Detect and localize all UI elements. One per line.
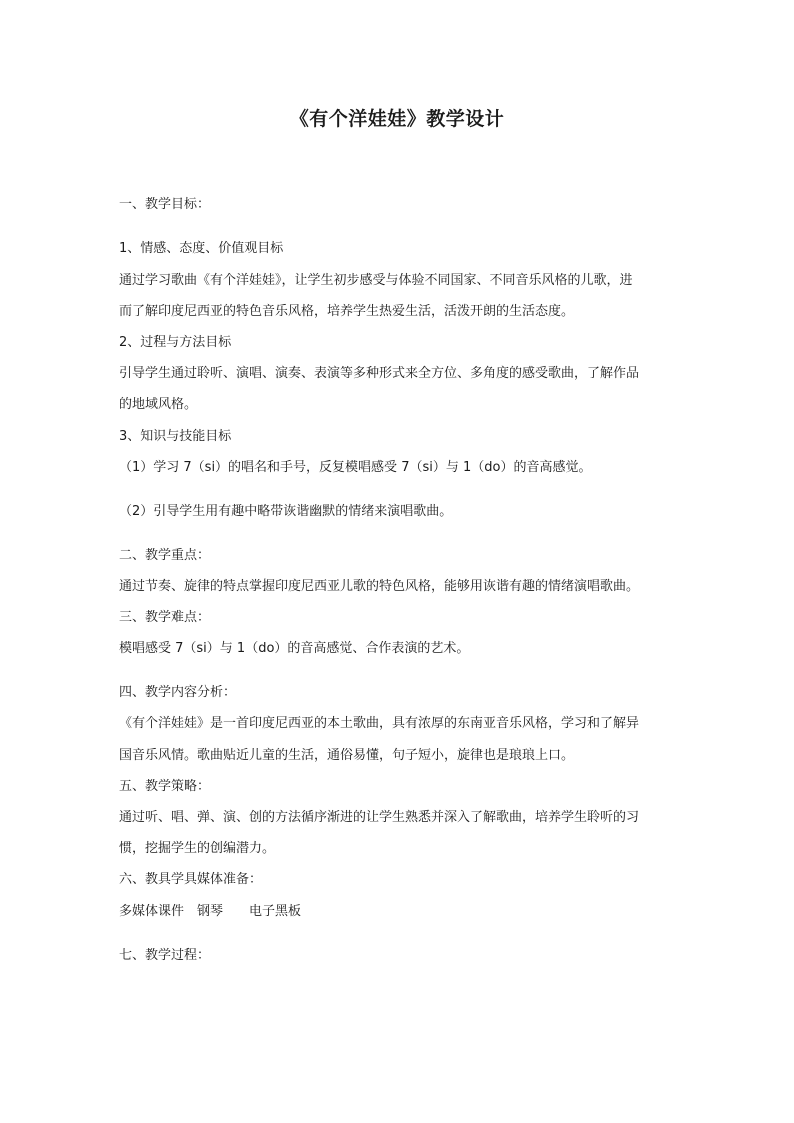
section-5-line-1: 通过听、唱、弹、演、创的方法循序渐进的让学生熟悉并深入了解歌曲，培养学生聆听的习 [119, 810, 640, 825]
section-4-line-2: 国音乐风情。歌曲贴近儿童的生活，通俗易懂，句子短小，旋律也是琅琅上口。 [119, 748, 575, 763]
section-6-heading: 六、教具学具媒体准备： [119, 872, 263, 887]
section-5-line-2: 惯，挖掘学生的创编潜力。 [119, 841, 276, 856]
section-4-line-1: 《有个洋娃娃》是一首印度尼西亚的本土歌曲，具有浓厚的东南亚音乐风格，学习和了解异 [119, 716, 640, 731]
section-1-1-line-1: 通过学习歌曲《有个洋娃娃》，让学生初步感受与体验不同国家、不同音乐风格的儿歌，进 [119, 273, 633, 288]
section-1-1-line-2: 而了解印度尼西亚的特色音乐风格，培养学生热爱生活，活泼开朗的生活态度。 [119, 304, 575, 319]
section-1-1-heading: 1、情感、态度、价值观目标 [119, 241, 284, 256]
section-5-heading: 五、教学策略： [119, 779, 211, 794]
section-4-heading: 四、教学内容分析： [119, 685, 237, 700]
document-title: 《有个洋娃娃》教学设计 [289, 108, 505, 130]
section-2-text: 通过节奏、旋律的特点掌握印度尼西亚儿歌的特色风格，能够用诙谐有趣的情绪演唱歌曲。 [119, 579, 640, 594]
section-1-3-heading: 3、知识与技能目标 [119, 429, 232, 444]
section-1-3-item-2: （2）引导学生用有趣中略带诙谐幽默的情绪来演唱歌曲。 [119, 504, 453, 519]
section-1-heading: 一、教学目标： [119, 197, 211, 212]
section-1-2-heading: 2、过程与方法目标 [119, 335, 232, 350]
section-1-2-line-1: 引导学生通过聆听、演唱、演奏、表演等多种形式来全方位、多角度的感受歌曲，了解作品 [119, 366, 640, 381]
section-3-text: 模唱感受 7（si）与 1（do）的音高感觉、合作表演的艺术。 [119, 641, 470, 656]
section-7-heading: 七、教学过程： [119, 948, 211, 963]
section-1-2-line-2: 的地域风格。 [119, 397, 198, 412]
section-2-heading: 二、教学重点： [119, 548, 211, 563]
section-6-text: 多媒体课件 钢琴 电子黑板 [119, 904, 302, 919]
section-1-3-item-1: （1）学习 7（si）的唱名和手号，反复模唱感受 7（si）与 1（do）的音高感觉。 [119, 460, 592, 475]
section-3-heading: 三、教学难点： [119, 610, 211, 625]
